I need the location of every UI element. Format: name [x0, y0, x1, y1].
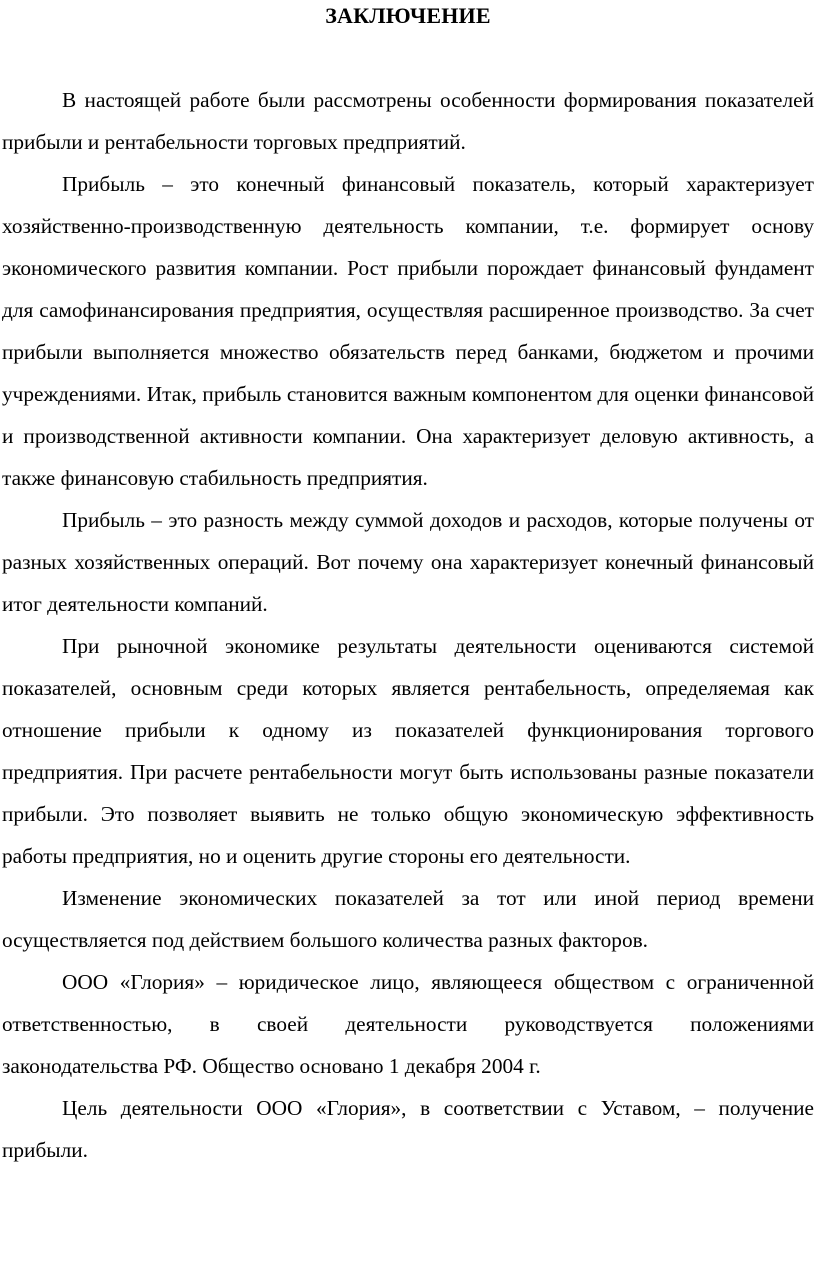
paragraph-6: ООО «Глория» – юридическое лицо, являющееся обществом с ограниченной ответственностью, в своей деятельности руководствуется положениями законодательства РФ. Общество основано 1 декабря 2004 г.: [2, 970, 814, 1078]
paragraph-5: Изменение экономических показателей за тот или иной период времени осуществляется под действием большого количества разных факторов.: [2, 886, 814, 952]
paragraph-4: При рыночной экономике результаты деятельности оцениваются системой показателей, основным среди которых является рентабельность, определяемая как отношение прибыли к одному из показателей функционирования торгового предприятия. При расчете рентабельности могут быть использованы разные показатели прибыли. Это позволяет выявить не только общую экономическую эффективность работы предприятия, но и оценить другие стороны его деятельности.: [2, 634, 814, 868]
paragraph-7: Цель деятельности ООО «Глория», в соответствии с Уставом, – получение прибыли.: [2, 1096, 814, 1162]
paragraph-2: Прибыль – это конечный финансовый показатель, который характеризует хозяйственно-производственную деятельность компании, т.е. формирует основу экономического развития компании. Рост прибыли порождает финансовый фундамент для самофинансирования предприятия, осуществляя расширенное производство. За счет прибыли выполняется множество обязательств перед банками, бюджетом и прочими учреждениями. Итак, прибыль становится важным компонентом для оценки финансовой и производственной активности компании. Она характеризует деловую активность, а также финансовую стабильность предприятия.: [2, 172, 814, 490]
paragraph-3: Прибыль – это разность между суммой доходов и расходов, которые получены от разных хозяйственных операций. Вот почему она характеризует конечный финансовый итог деятельности компаний.: [2, 508, 814, 616]
paragraph-1: В настоящей работе были рассмотрены особенности формирования показателей прибыли и рентабельности торговых предприятий.: [2, 88, 814, 154]
page-title: ЗАКЛЮЧЕНИЕ: [325, 3, 491, 28]
document-body: [2, 79, 814, 1171]
